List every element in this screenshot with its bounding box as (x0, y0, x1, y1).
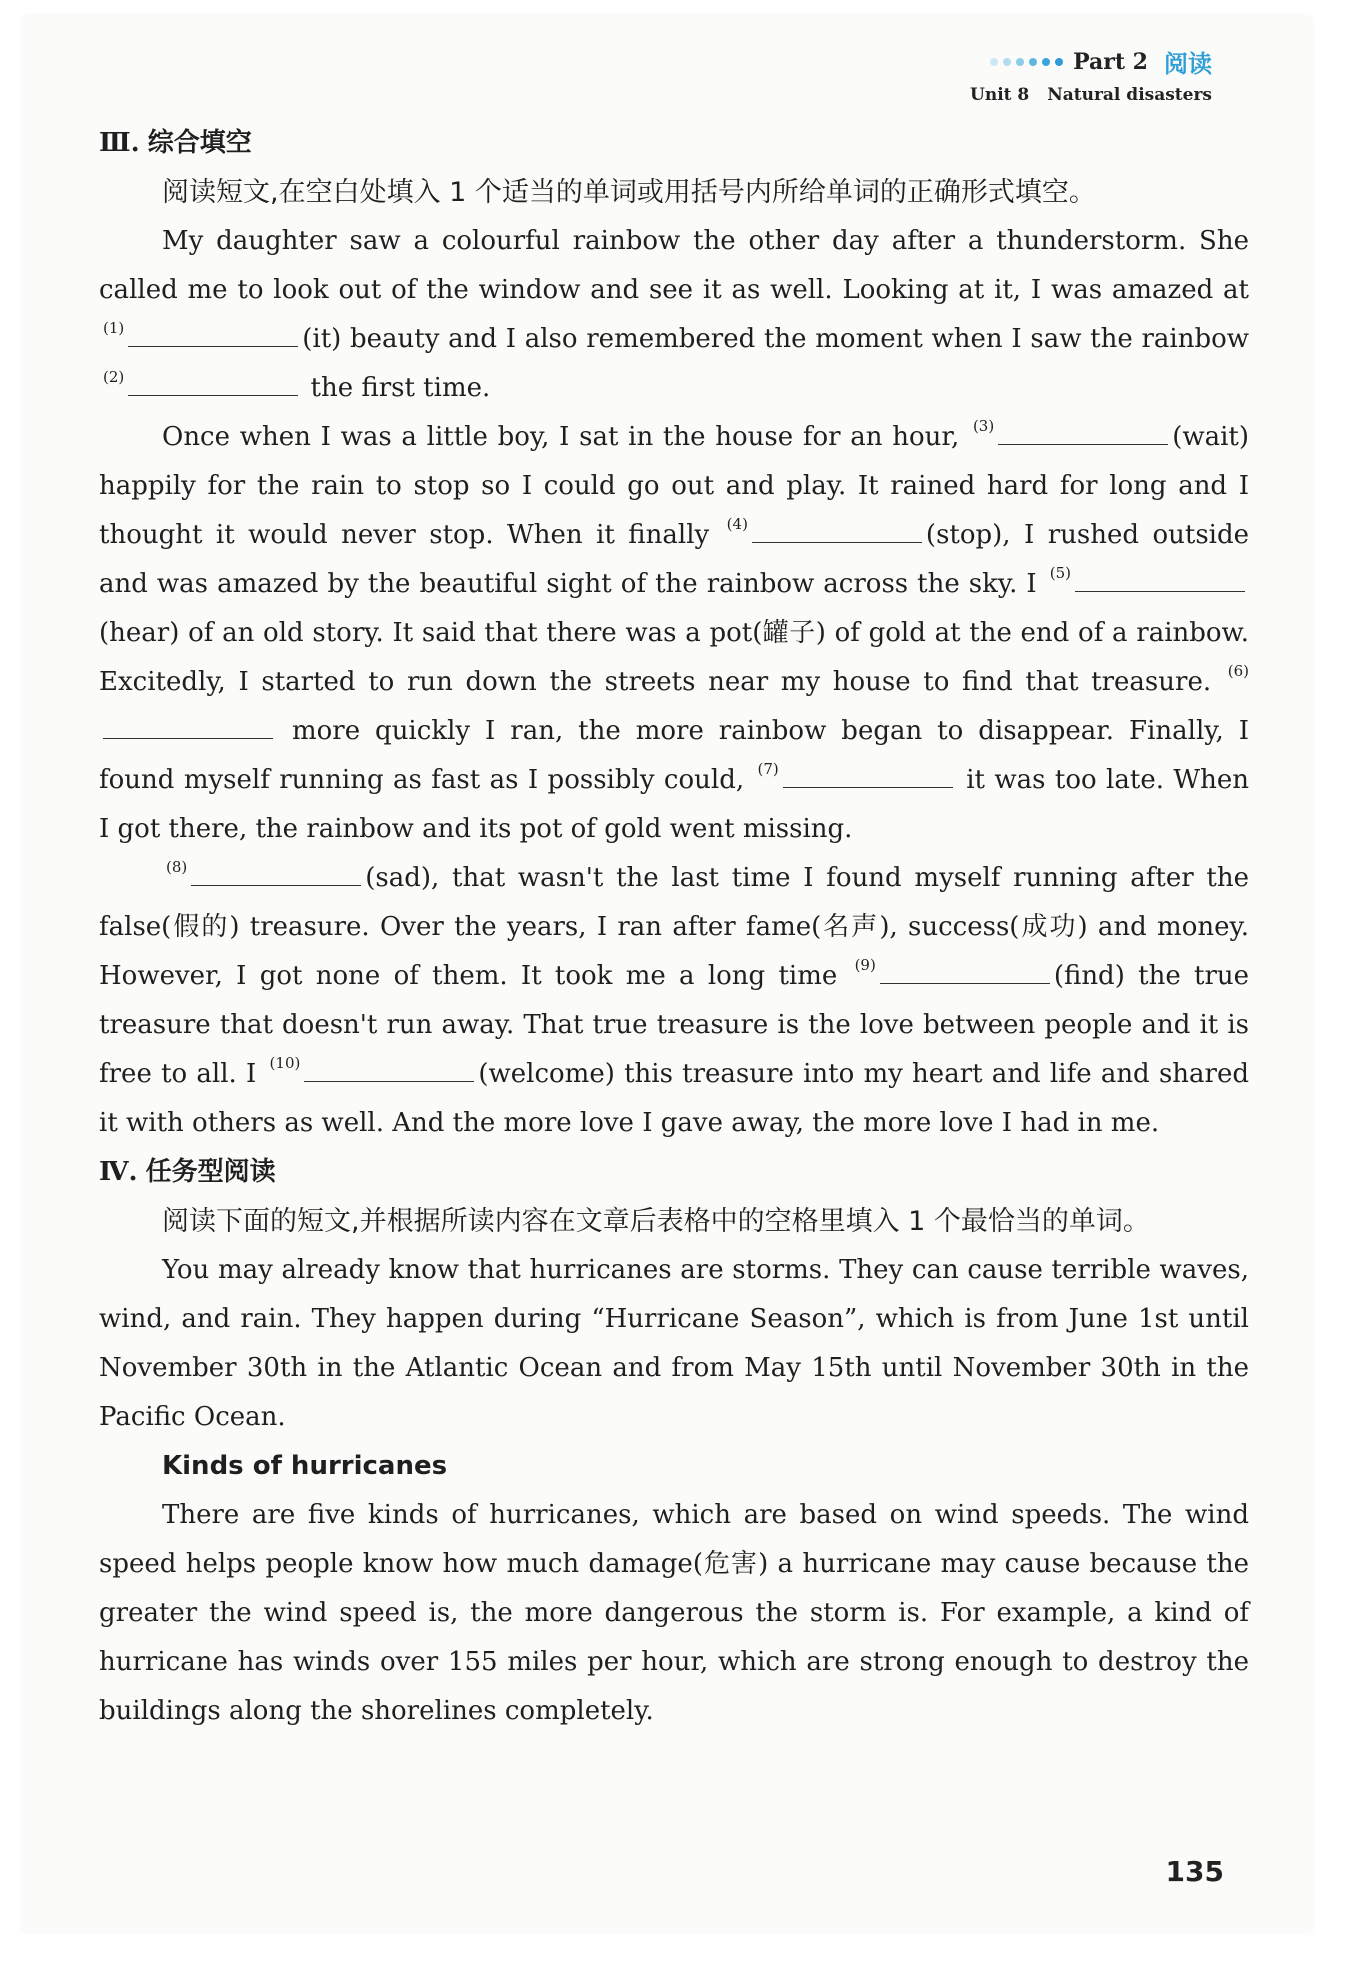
answer-blank-1[interactable] (128, 320, 298, 347)
text-run: (welcome) this treasure into my heart and life and shared it with others as well. And the more love I gave away, the more love I had in me. (99, 1059, 1249, 1138)
section-3-instruction: 阅读短文,在空白处填入 1 个适当的单词或用括号内所给单词的正确形式填空。 (162, 177, 1096, 208)
page-header (970, 44, 1212, 105)
text-run: (wait) happily for the rain to stop so I could go out and play. It rained hard for long and I thought it would never stop. When it finally (99, 422, 1249, 550)
question-number: (10) (269, 1054, 301, 1072)
dot-icon (990, 58, 998, 66)
text-run: the first time. (302, 373, 491, 403)
dot-icon (1055, 58, 1063, 66)
text-run: Once when I was a little boy, I sat in the house for an hour, (162, 422, 969, 452)
textbook-page (22, 16, 1312, 1932)
text-run: (it) beauty and I also remembered the moment when I saw the rainbow (302, 324, 1249, 354)
answer-blank-9[interactable] (880, 957, 1050, 984)
text-run: (find) the true treasure that doesn't run away. That true treasure is the love between people and it is free to all. I (99, 961, 1250, 1089)
answer-blank-10[interactable] (304, 1055, 474, 1082)
answer-blank-6[interactable] (103, 712, 273, 739)
answer-blank-4[interactable] (752, 516, 922, 543)
answer-blank-2[interactable] (128, 369, 298, 396)
section-3-title-text: 综合填空 (147, 128, 252, 158)
answer-blank-3[interactable] (998, 418, 1168, 445)
header-top (970, 44, 1212, 79)
question-number: (5) (1049, 564, 1071, 582)
dot-icon (1016, 58, 1024, 66)
question-number: (7) (757, 760, 779, 778)
answer-blank-7[interactable] (783, 761, 953, 788)
text-run: it was too late. When I got there, the rainbow and its pot of gold went missing. (99, 765, 1249, 844)
section-4-title-text: 任务型阅读 (145, 1157, 276, 1187)
unit-title: Natural disasters (1047, 85, 1212, 105)
section-3-title (99, 119, 1249, 168)
text-run: (sad), that wasn't the last time I found myself running after the false(假的) treasure. Over the years, I ran after fame(名声), success(成功) and money. However, I got none of them. It took me a long time (99, 863, 1249, 991)
section-4-paragraph-2: There are five kinds of hurricanes, which are based on wind speeds. The wind speed helps people know how much damage(危害) a hurricane may cause because the greater the wind speed is, the more dangerous the storm is. For example, a kind of hurricane has winds over 155 miles per hour, which are strong enough to destroy the buildings along the shorelines completely. (99, 1500, 1249, 1726)
dot-icon (1003, 58, 1011, 66)
answer-blank-5[interactable] (1075, 565, 1245, 592)
section-4-instruction: 阅读下面的短文,并根据所读内容在文章后表格中的空格里填入 1 个最恰当的单词。 (162, 1206, 1150, 1237)
section-4-number: Ⅳ. (99, 1157, 138, 1187)
question-number: (8) (166, 858, 188, 876)
text-run: (hear) of an old story. It said that there was a pot(罐子) of gold at the end of a rainbow. Excitedly, I started to run down the streets near my house to find that treasure. (99, 618, 1249, 697)
question-number: (3) (972, 417, 995, 435)
question-number: (1) (103, 319, 125, 337)
text-run: more quickly I ran, the more rainbow began to disappear. Finally, I found myself running as fast as I possibly could, (99, 716, 1249, 795)
text-run: (stop), I rushed outside and was amazed by the beautiful sight of the rainbow across the sky. I (99, 520, 1250, 599)
decorative-dots-icon (990, 58, 1063, 66)
unit-line (970, 85, 1212, 105)
section-4-paragraph-1: You may already know that hurricanes are storms. They can cause terrible waves, wind, and rain. They happen during “Hurricane Season”, which is from June 1st until November 30th in the Atlantic Ocean and from May 15th until November 30th in the Pacific Ocean. (99, 1255, 1249, 1432)
section-4-title (99, 1148, 1249, 1197)
section-3-number: Ⅲ. (99, 128, 140, 158)
section-4-subheading: Kinds of hurricanes (162, 1451, 448, 1481)
question-number: (4) (726, 515, 748, 533)
page-number: 135 (1165, 1855, 1224, 1888)
section-3-paragraph-1 (99, 217, 1249, 413)
dot-icon (1029, 58, 1037, 66)
section-3-paragraph-3 (99, 854, 1249, 1148)
text-run: My daughter saw a colourful rainbow the other day after a thunderstorm. She called me to look out of the window and see it as well. Looking at it, I was amazed at (99, 226, 1249, 305)
dot-icon (1042, 58, 1050, 66)
question-number: (6) (1227, 662, 1249, 680)
page-content (99, 119, 1249, 1736)
answer-blank-8[interactable] (191, 859, 361, 886)
part-label: Part 2 (1073, 48, 1148, 75)
part-cn-label: 阅读 (1164, 50, 1212, 78)
question-number: (2) (103, 368, 125, 386)
unit-number: Unit 8 (970, 85, 1030, 105)
section-3-paragraph-2 (99, 413, 1249, 854)
question-number: (9) (854, 956, 876, 974)
